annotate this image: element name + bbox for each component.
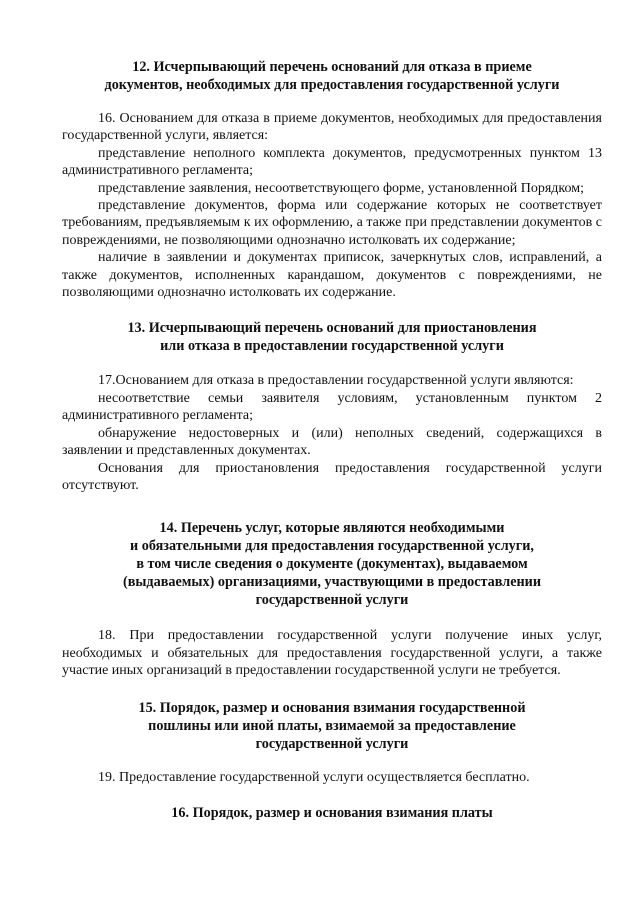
section-15-body	[62, 769, 602, 786]
heading-line: 16. Порядок, размер и основания взимания платы	[171, 804, 493, 821]
paragraph: несоответствие семьи заявителя условиям, установленным пунктом 2 административного регламента;	[62, 390, 602, 424]
heading-line: пошлины или иной платы, взимаемой за предоставление	[148, 717, 516, 734]
paragraph-16: 16. Основанием для отказа в приеме документов, необходимых для предоставления государственной услуги, является:	[62, 111, 602, 144]
section-14-heading	[62, 519, 602, 609]
section-16-heading	[62, 804, 602, 822]
section-15-heading	[62, 699, 602, 753]
section-13-heading	[62, 319, 602, 355]
heading-line: или отказа в предоставлении государственной услуги	[160, 338, 504, 355]
heading-line: 15. Порядок, размер и основания взимания государственной	[138, 699, 526, 716]
paragraph: наличие в заявлении и документах приписок, зачеркнутых слов, исправлений, а также документов, исполненных карандашом, документов с повреждениями, не позволяющими однозначно истолковать их содержание.	[62, 250, 602, 301]
heading-line: государственной услуги	[255, 592, 409, 609]
paragraph: представление неполного комплекта документов, предусмотренных пунктом 13 административного регламента;	[62, 145, 602, 179]
paragraph: обнаружение недостоверных и (или) неполных сведений, содержащихся в заявлении и представленных документах.	[62, 425, 602, 459]
heading-line: (выдаваемых) организациями, участвующими в предоставлении	[122, 574, 542, 591]
document-page	[62, 58, 602, 822]
heading-line: документов, необходимых для предоставления государственной услуги	[104, 77, 560, 93]
paragraph-19: 19. Предоставление государственной услуги осуществляется бесплатно.	[98, 769, 530, 785]
heading-line: государственной услуги	[255, 735, 409, 752]
heading-line: 13. Исчерпывающий перечень оснований для приостановления	[127, 320, 537, 337]
paragraph-18: 18. При предоставлении государственной услуги получение иных услуг, необходимых и обязательных для предоставления государственной услуги, а также участие иных организаций в предоставлении государственной услуги не требуется.	[62, 628, 602, 679]
paragraph: Основания для приостановления предоставления государственной услуги отсутствуют.	[62, 460, 602, 493]
section-12-body	[62, 110, 602, 301]
paragraph: представление документов, форма или содержание которых не соответствует требованиям, предъявляемым к их оформлению, а также при представлении документов с повреждениями, не позволяющими однозначно истолковать их содержание;	[62, 198, 602, 248]
heading-line: 14. Перечень услуг, которые являются необходимыми	[159, 520, 505, 537]
heading-line: в том числе сведения о документе (документах), выдаваемом	[136, 556, 528, 573]
section-12-heading	[62, 58, 602, 94]
heading-line: 12. Исчерпывающий перечень оснований для отказа в приеме	[132, 59, 532, 75]
section-14-body	[62, 627, 602, 679]
paragraph-17: 17.Основанием для отказа в предоставлении государственной услуги являются:	[98, 373, 574, 389]
paragraph: представление заявления, несоответствующего форме, установленной Порядком;	[98, 180, 584, 196]
heading-line: и обязательными для предоставления государственной услуги,	[130, 538, 534, 555]
section-13-body	[62, 372, 602, 494]
